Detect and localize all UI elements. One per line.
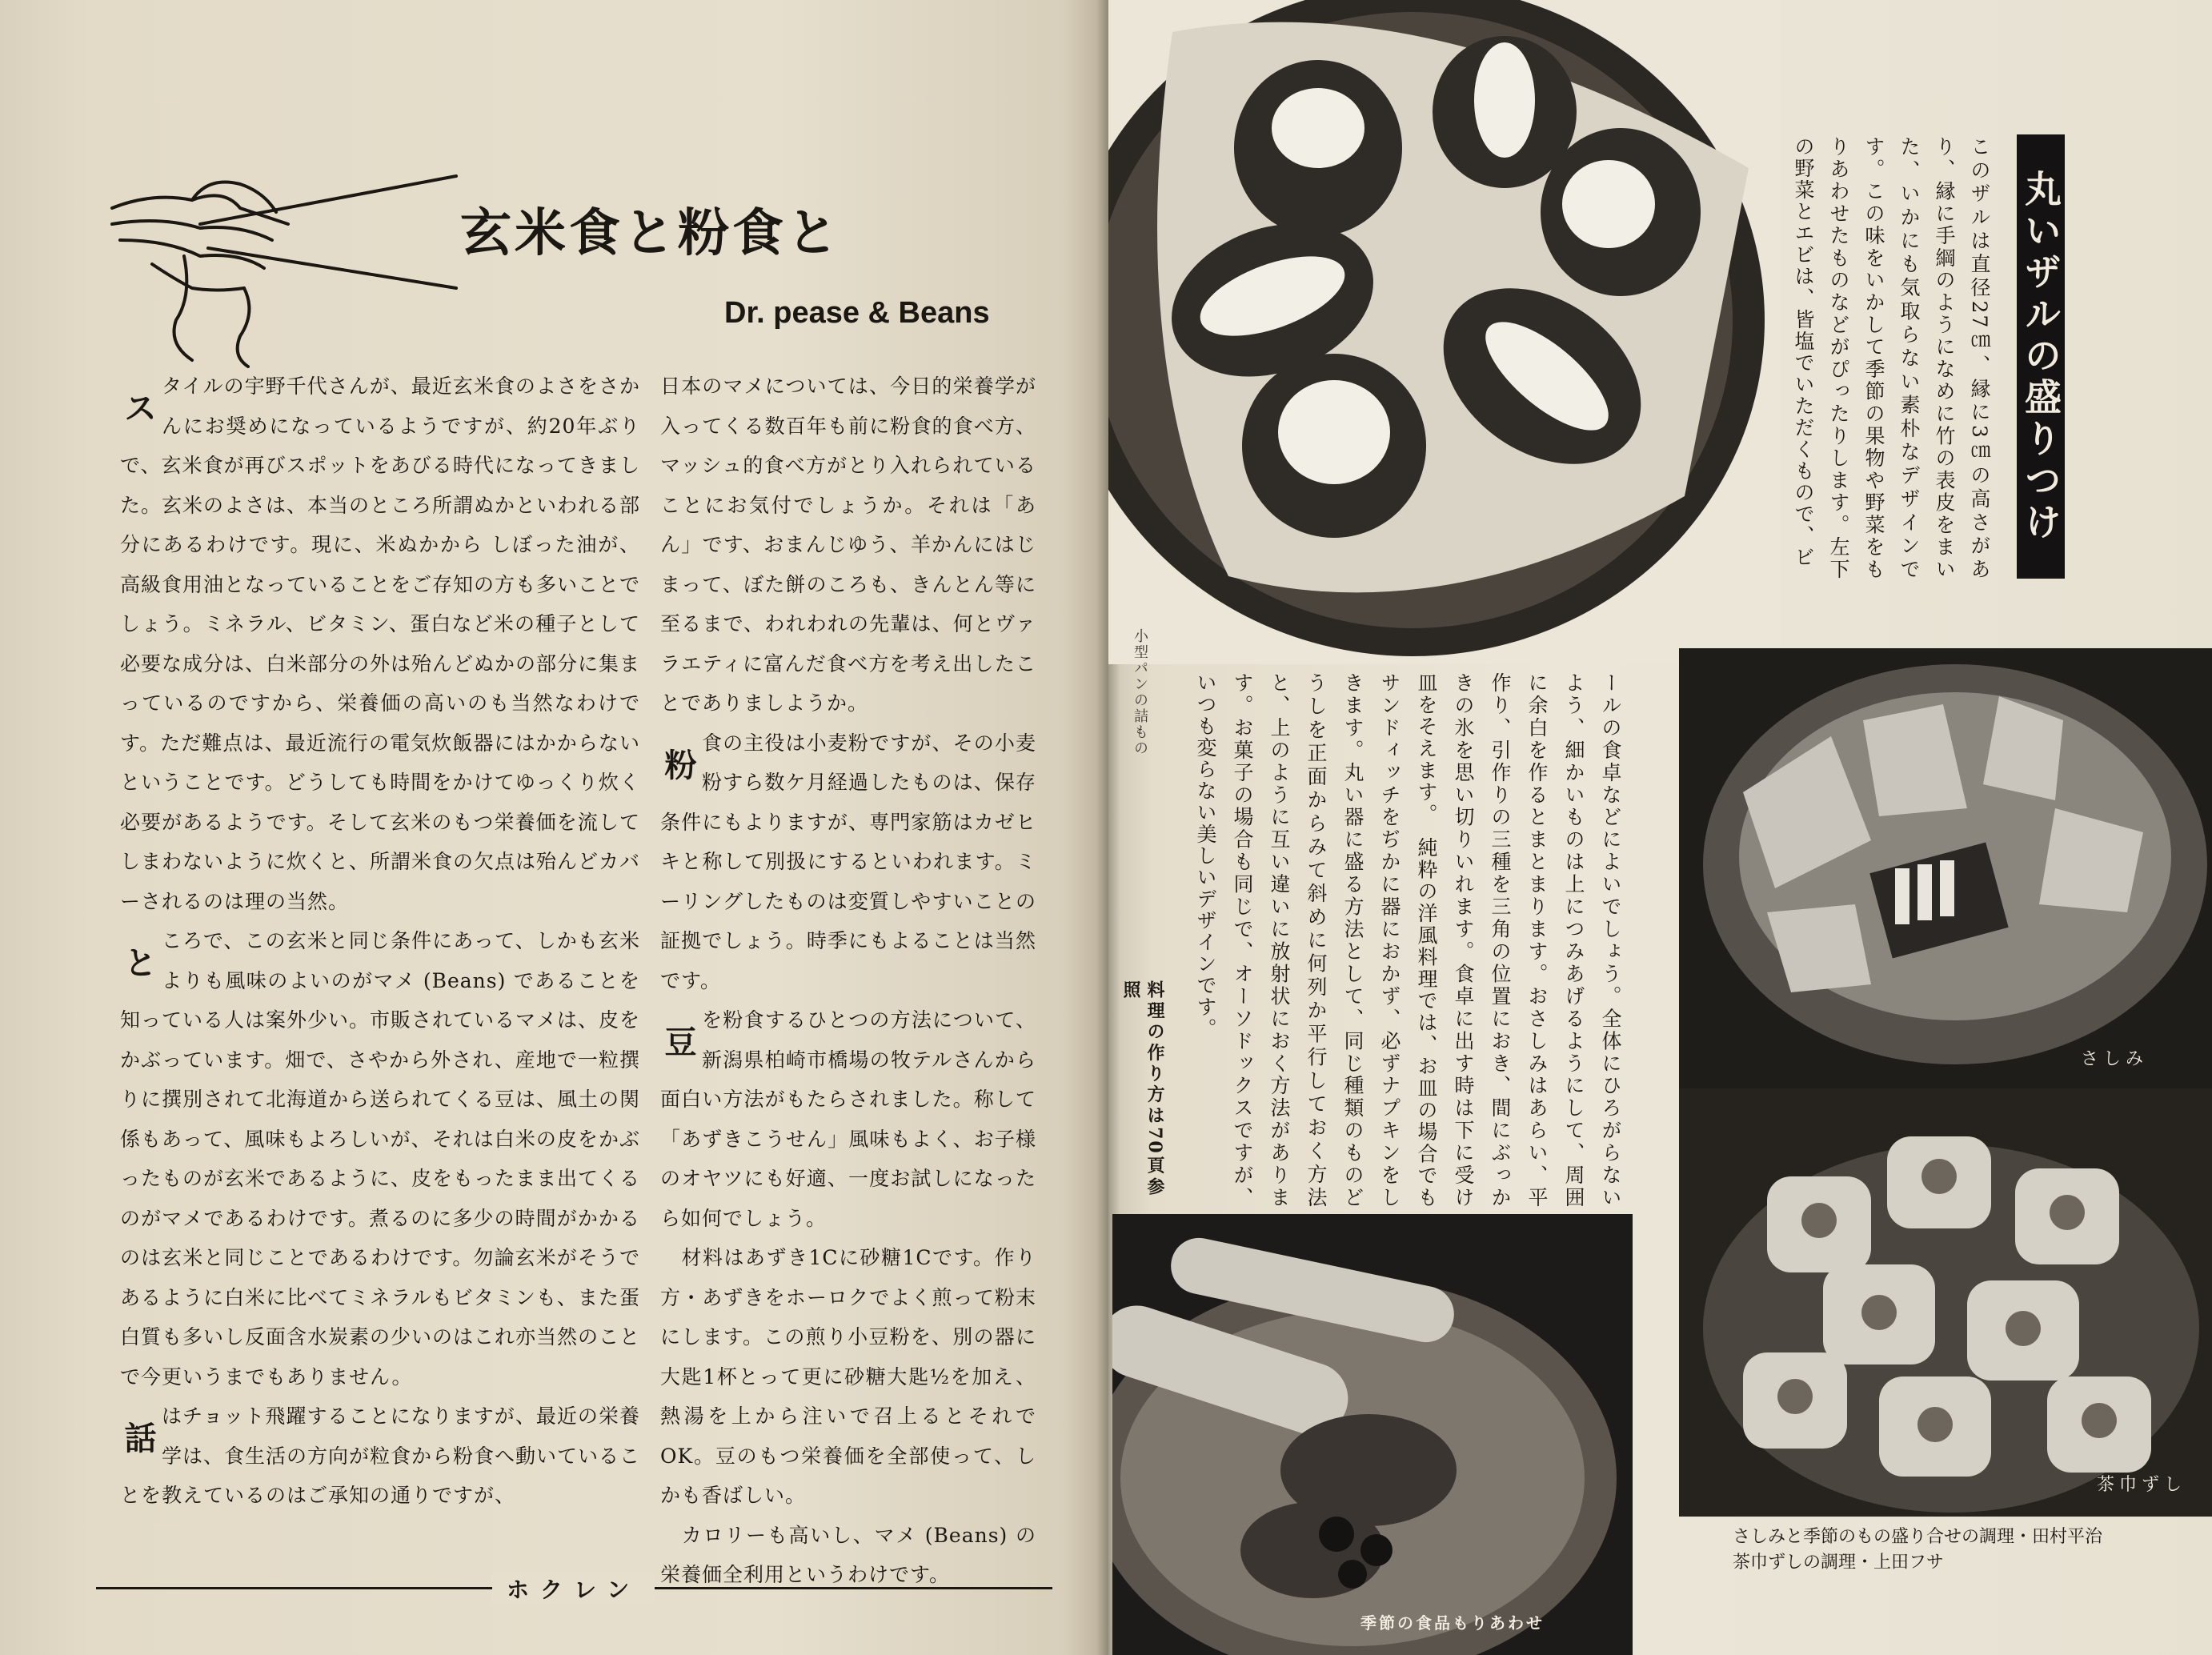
recipe-reference: 料理の作り方は70頁参照	[1120, 980, 1165, 1196]
section-heading: 丸いザルの盛りつけ	[2017, 134, 2065, 579]
main-body-text: ールの食卓などによいでしょう。全体にひろがらないよう、細かいものは上につみあげるようにして、周囲に余白を作るとまとまります。おさしみはあらい、平作り、引作りの三種を三角の位置におき、間にぶっかきの氷を思い切りいれます。食卓に出す時は下に受け皿をそえます。 純粋の洋風料理では、お皿の場合でもサンドィッチをぢかに器におかず、必ずナプキンをしきます。丸い器に盛る方法として、同じ種類のものどうしを正面からみて斜めに何列か平行しておく方法と、上のように互い違いに放射状におく方法があります。お菓子の場合も同じで、オーソドックスですが、いつも変らない美しいデザインです。	[1194, 672, 1622, 1209]
hand-with-chopsticks-illustration	[104, 160, 472, 368]
credit-line: さしみと季節のもの盛り合せの調理・田村平治	[1733, 1527, 2103, 1547]
paragraph-text: はチョット飛躍することになりますが、最近の栄養学は、食生活の方向が粒食から粉食へ動いていることを教えているのはご承知の通りですが、	[120, 1405, 641, 1507]
paragraph-text: 日本のマメについては、今日的栄養学が入ってくる数百年も前に粉食的食べ方、マッシュ的食べ方がとり入れられていることにお気付でしょうか。それは「あん」です、おまんじゆう、羊かんにはじまって、ぼた餅のころも、きんとん等に至るまで、われわれの先輩は、何とヴァラエティに富んだ食べ方を考え出したことでありましようか。	[660, 375, 1036, 715]
drop-cap: 豆	[664, 1024, 698, 1061]
paragraph-text: タイルの宇野千代さんが、最近玄米食のよさをさかんにお奨めになっているようですが、約20年ぶりで、玄米食が再びスポットをあびる時代になってきました。玄米のよさは、本当のところ所謂ぬかといわれる部分にあるわけです。現に、米ぬかから しぼった油が、高級食用油となっていることをご存知の方も多いことでしょう。ミネラル、ビタミン、蛋白など米の種子として必要な成分は、白米部分の外は殆んどぬかの部分に集まっているのですから、栄養価の高いのも当然なわけです。ただ難点は、最近流行の電気炊飯器にはかからないということです。どうしても時間をかけてゆっくり炊く必要があるようです。そして玄米のもつ栄養価を流してしまわないように炊くと、所謂米食の欠点は殆んどカバーされるのは理の当然。	[120, 375, 641, 913]
left-column-1	[120, 367, 640, 1516]
paragraph	[660, 1000, 1036, 1238]
paragraph	[660, 1238, 1036, 1516]
paragraph	[660, 1516, 1036, 1595]
drop-cap: と	[124, 944, 158, 982]
drop-cap: ス	[124, 390, 158, 427]
paragraph-text: 材料はあずき1Cに砂糖1Cです。作り方・あずきをホーロクでよく煎って粉末にします。この煎り小豆粉を、別の器に大匙1杯とって更に砂糖大匙½を加え、熱湯を上から注いで召上るとそれでOK。豆のもつ栄養価を全部使って、しかも香ばしい。	[660, 1246, 1036, 1507]
paragraph-text: カロリーも高いし、マメ (Beans) の栄養価全利用というわけです。	[660, 1523, 1036, 1586]
photo-round-basket-pastries	[1108, 0, 1781, 664]
photo-seasonal-assortment	[1112, 1214, 1633, 1655]
paragraph	[660, 367, 1036, 723]
drop-cap: 粉	[664, 746, 698, 784]
paragraph-text: ころで、この玄米と同じ条件にあって、しかも玄米よりも風味のよいのがマメ (Beans) であることを知っている人は案外少い。市販されているマメは、皮をかぶっています。畑で、さやから外され、産地で一粒撰りに撰別されて北海道から送られてくる豆は、風土の関係もあって、風味もよろしいが、それは白米の皮をかぶったものが玄米であるように、皮をもったまま出てくるのがマメであるわけです。煮るのに多少の時間がかかるのは玄米と同じことであるわけです。勿論玄米がそうであるように白米に比べてミネラルもビタミンも、また蛋白質も多いし反面含水炭素の少いのはこれ亦当然のことで今更いうまでもありません。	[120, 929, 641, 1389]
intro-text: このザルは直径27㎝、縁に3㎝の高さがあり、縁に手綱のようになめに竹の表皮をまいた、いかにも気取らない素朴なデザインです。この味をいかして季節の果物や野菜をもりあわせたものなどがぴったりします。左下の野菜とエビは、皆塩でいただくもので、ビ	[1792, 136, 1991, 580]
paragraph-text: を粉食するひとつの方法について、新潟県柏崎市橋場の牧テルさんから面白い方法がもたらされました。称して「あずきこうせん」風味もよく、お子様のオヤツにも好適、一度お試しになったら如何でしょう。	[660, 1008, 1036, 1230]
caption-seasonal: 季節の食品もりあわせ	[1360, 1613, 1545, 1633]
article-title: 玄米食と粉食と	[460, 203, 841, 263]
small-caption: 小型パンの詰もの	[1132, 628, 1148, 756]
paragraph	[120, 367, 640, 921]
photo-credits	[1733, 1525, 2181, 1576]
photo-chakin-sushi	[1679, 1088, 2212, 1517]
footer-label: ホクレン	[492, 1573, 655, 1605]
caption-sashimi: さしみ	[2081, 1049, 2149, 1069]
credit-line: 茶巾ずしの調理・上田フサ	[1733, 1553, 1945, 1573]
caption-chakin-sushi: 茶巾ずし	[2097, 1475, 2187, 1495]
drop-cap: 話	[124, 1420, 158, 1457]
paragraph-text: 食の主役は小麦粉ですが、その小麦粉すら数ケ月経過したものは、保存条件にもよりますが、専門家筋はカゼヒキと称して別扱にするといわれます。ミーリングしたものは変質しやすいことの証拠でしょう。時季にもよることは当然です。	[660, 731, 1036, 992]
photo-sashimi	[1679, 648, 2212, 1088]
paragraph	[120, 921, 640, 1397]
paragraph	[120, 1397, 640, 1516]
paragraph	[660, 723, 1036, 1001]
article-subtitle: Dr. pease & Beans	[724, 296, 990, 330]
left-column-2	[660, 367, 1036, 1595]
